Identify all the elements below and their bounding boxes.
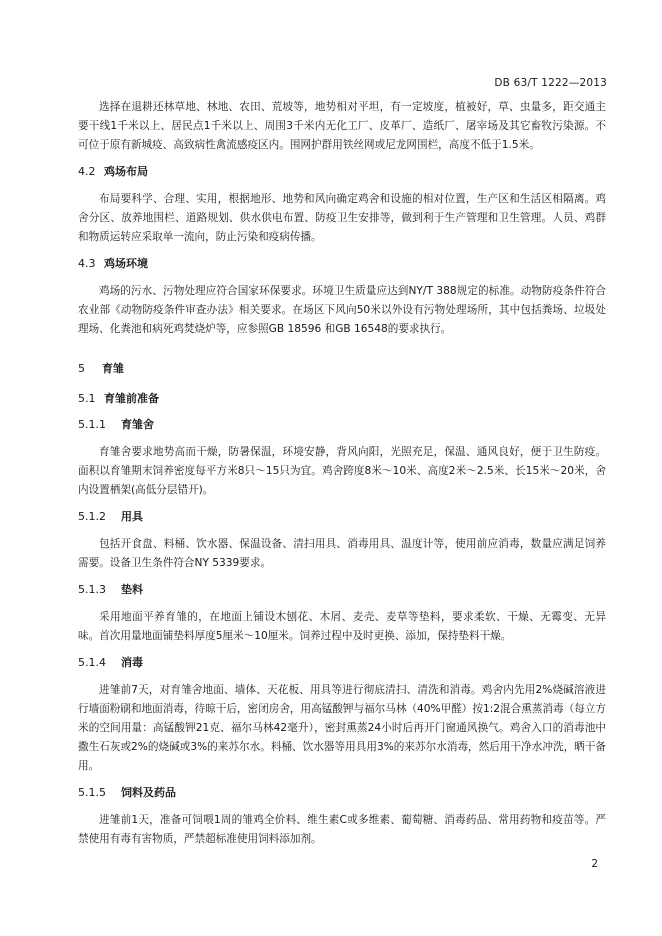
tools-paragraph: 包括开食盘、料桶、饮水器、保温设备、清扫用具、消毒用具、温度计等，使用前应消毒，数量应满足饲养需要。设备卫生条件符合NY 5339要求。 xyxy=(78,538,606,569)
section-5-1-3-heading xyxy=(78,582,606,598)
section-title: 饲料及药品 xyxy=(121,786,176,799)
section-title: 鸡场布局 xyxy=(104,165,148,178)
section-number: 4.2 xyxy=(78,165,96,178)
page-number: 2 xyxy=(591,858,598,870)
section-number: 5.1.4 xyxy=(78,656,106,669)
section-4-3-heading xyxy=(78,256,606,272)
section-title: 鸡场环境 xyxy=(104,257,148,270)
environment-paragraph: 鸡场的污水、污物处理应符合国家环保要求。环境卫生质量应达到NY/T 388规定的标准。动物防疫条件符合农业部《动物防疫条件审查办法》相关要求。在场区下风向50米以外设有污物处理场所，其中包括粪场、垃圾处理场、化粪池和病死鸡焚烧炉等，应参照GB 18596 和GB 16548的要求执行。 xyxy=(78,285,606,335)
feed-and-medicine-paragraph: 进雏前1天，准备可饲喂1周的雏鸡全价料、维生素C或多维素、葡萄糖、消毒药品、常用药物和疫苗等。严禁使用有毒有害物质，严禁超标准使用饲料添加剂。 xyxy=(78,814,606,845)
section-5-1-5-heading xyxy=(78,785,606,801)
litter-paragraph: 采用地面平养育雏的，在地面上铺设木刨花、木屑、麦壳、麦草等垫料，要求柔软、干燥、无霉变、无异味。首次用量地面铺垫料厚度5厘米～10厘米。饲养过程中及时更换、添加，保持垫料干燥。 xyxy=(78,611,606,642)
section-title: 用具 xyxy=(121,510,143,523)
section-title: 育雏前准备 xyxy=(104,392,159,405)
section-number: 5.1.5 xyxy=(78,786,106,799)
section-5-1-heading xyxy=(78,391,606,407)
layout-paragraph: 布局要科学、合理、实用，根据地形、地势和风向确定鸡舍和设施的相对位置，生产区和生活区相隔离。鸡舍分区、放养地围栏、道路规划、供水供电布置、防疫卫生安排等，做到利于生产管理和卫生管理。人员、鸡群和物质运转应采取单一流向，防止污染和疫病传播。 xyxy=(78,193,606,243)
section-number: 5.1.3 xyxy=(78,583,106,596)
section-title: 消毒 xyxy=(121,656,143,669)
section-5-heading xyxy=(78,361,606,377)
section-number: 4.3 xyxy=(78,257,96,270)
section-number: 5.1.1 xyxy=(78,418,106,431)
section-number: 5.1.2 xyxy=(78,510,106,523)
section-title: 垫料 xyxy=(121,583,143,596)
site-selection-paragraph: 选择在退耕还林草地、林地、农田、荒坡等，地势相对平坦，有一定坡度，植被好，草、虫量多，距交通主要干线1千米以上、居民点1千米以上、周围3千米内无化工厂、皮革厂、造纸厂、屠宰场及其它畜牧污染源。不可位于原有新城疫、高致病性禽流感疫区内。围网护群用铁丝网或尼龙网围栏，高度不低于1.5米。 xyxy=(78,101,606,151)
document-body xyxy=(78,98,606,849)
section-number: 5.1 xyxy=(78,392,96,405)
section-title: 育雏 xyxy=(102,362,124,375)
section-5-1-2-heading xyxy=(78,509,606,525)
section-number: 5 xyxy=(78,362,85,375)
section-4-2-heading xyxy=(78,164,606,180)
section-5-1-1-heading xyxy=(78,417,606,433)
disinfection-paragraph: 进雏前7天，对育雏舍地面、墙体、天花板、用具等进行彻底清扫、清洗和消毒。鸡舍内先用2%烧碱溶液进行墙面粉刷和地面消毒，待晾干后，密闭房舍，用高锰酸钾与福尔马林（40%甲醛）按1:2混合熏蒸消毒（每立方米的空间用量：高锰酸钾21克、福尔马林42毫升），密封熏蒸24小时后再开门窗通风换气。鸡舍入口的消毒池中撒生石灰或2%的烧碱或3%的来苏尔水。料桶、饮水器等用具用3%的来苏尔水消毒，然后用干净水冲洗，晒干备用。 xyxy=(78,684,606,772)
brooding-house-paragraph: 育雏舍要求地势高而干燥，防暑保温，环境安静，背风向阳，光照充足，保温、通风良好，便于卫生防疫。面积以育雏期末饲养密度每平方米8只～15只为宜。鸡舍跨度8米～10米、高度2米～2.5米、长15米～20米，舍内设置栖架(高低分层错开)。 xyxy=(78,446,606,496)
section-title: 育雏舍 xyxy=(121,418,154,431)
document-code: DB 63/T 1222—2013 xyxy=(494,77,607,89)
section-5-1-4-heading xyxy=(78,655,606,671)
